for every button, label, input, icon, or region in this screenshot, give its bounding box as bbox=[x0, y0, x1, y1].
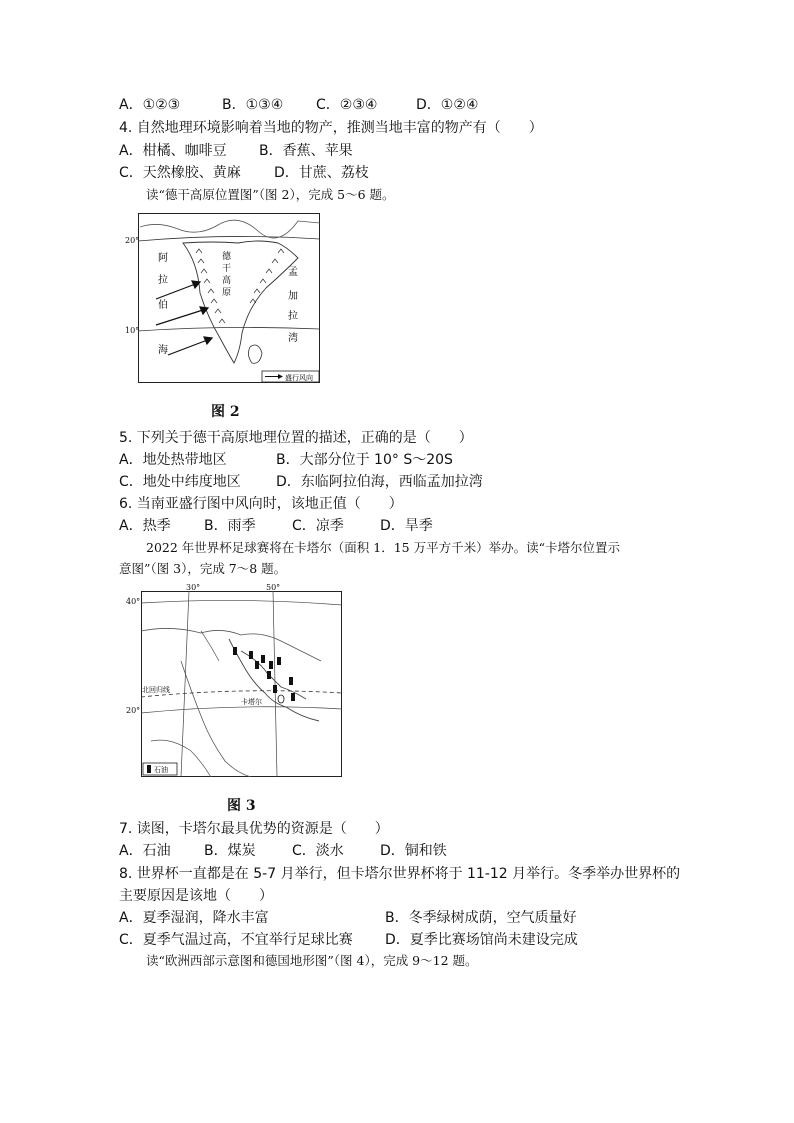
q4-stem: 4. 自然地理环境影响着当地的物产，推测当地丰富的物产有（ ） bbox=[119, 120, 543, 136]
q6-option-c: C．凉季 bbox=[292, 518, 344, 534]
fig3-intro-line2: 意图”（图 3），完成 7～8 题。 bbox=[119, 561, 287, 576]
q8-options-row2 bbox=[119, 930, 578, 950]
bay-label-1: 孟 bbox=[288, 267, 298, 278]
q3-option-a: A．①②③ bbox=[119, 97, 181, 113]
q4-options-row2 bbox=[119, 163, 369, 183]
arabian-sea-label-3: 伯 bbox=[158, 300, 168, 311]
q8-option-c: C．夏季气温过高，不宜举行足球比赛 bbox=[119, 932, 353, 948]
q5-options-row2 bbox=[119, 472, 483, 492]
oil-icon bbox=[269, 661, 273, 669]
fig3-lon-30-label: 30° bbox=[186, 583, 201, 592]
q4-option-c: C．天然橡胶、黄麻 bbox=[119, 165, 241, 181]
fig2-caption: 图 2 bbox=[211, 404, 240, 420]
arabian-sea-label-4: 海 bbox=[158, 345, 168, 356]
arabian-sea-label-2: 拉 bbox=[158, 275, 168, 286]
arabian-sea-label-1: 阿 bbox=[158, 253, 168, 264]
plateau-label-3: 高 bbox=[222, 276, 232, 286]
qatar-label: 卡塔尔 bbox=[241, 698, 262, 706]
oil-icon bbox=[249, 651, 253, 659]
q7-option-d: D．铜和铁 bbox=[380, 843, 447, 859]
oil-icon bbox=[277, 657, 281, 665]
q8-options-row1 bbox=[119, 908, 577, 928]
q6-stem: 6. 当南亚盛行图中风向时，该地正值（ ） bbox=[119, 496, 403, 512]
q3-option-d: D．①②④ bbox=[416, 97, 479, 113]
bay-label-3: 拉 bbox=[288, 311, 298, 322]
q6-options bbox=[119, 516, 433, 536]
fig2-lat-20-label: 20° bbox=[125, 236, 140, 245]
oil-icon bbox=[291, 693, 295, 701]
fig3-lat-20-label: 20° bbox=[126, 706, 141, 715]
q7-options bbox=[119, 841, 447, 861]
fig3-lat-40-label: 40° bbox=[126, 597, 141, 606]
q6-option-b: B．雨季 bbox=[204, 518, 256, 534]
q5-option-d: D．东临阿拉伯海，西临孟加拉湾 bbox=[276, 474, 483, 490]
q5-stem: 5. 下列关于德干高原地理位置的描述，正确的是（ ） bbox=[119, 430, 473, 446]
plateau-label-2: 干 bbox=[222, 264, 232, 274]
q7-stem: 7. 读图，卡塔尔最具优势的资源是（ ） bbox=[119, 821, 389, 837]
oil-icon bbox=[289, 677, 293, 685]
fig3-intro-line1: 2022 年世界杯足球赛将在卡塔尔（面积 1．15 万平方千米）举办。读“卡塔尔位置示 bbox=[146, 540, 620, 555]
fig2-legend-label: 盛行风向 bbox=[285, 374, 313, 382]
plateau-label-4: 原 bbox=[222, 288, 232, 298]
legend-oil-icon bbox=[147, 765, 151, 773]
fig3-lon-50-label: 50° bbox=[266, 583, 281, 592]
qatar-location-map bbox=[141, 591, 342, 777]
q8-option-d: D．夏季比赛场馆尚未建设完成 bbox=[385, 932, 578, 948]
q3-option-c: C．②③④ bbox=[316, 97, 378, 113]
bay-label-2: 加 bbox=[288, 291, 298, 302]
q3-option-b: B．①③④ bbox=[222, 97, 284, 113]
q5-option-a: A．地处热带地区 bbox=[119, 452, 227, 468]
fig3-legend-label: 石油 bbox=[154, 766, 168, 774]
q4-option-d: D．甘蔗、荔枝 bbox=[274, 165, 369, 181]
bay-label-4: 湾 bbox=[288, 333, 298, 344]
q8-stem-line2: 主要原因是该地（ ） bbox=[119, 888, 273, 904]
oil-icon bbox=[255, 661, 259, 669]
q7-option-a: A．石油 bbox=[119, 843, 171, 859]
q4-option-a: A．柑橘、咖啡豆 bbox=[119, 143, 227, 159]
tropic-label: 北回归线 bbox=[142, 686, 170, 694]
q8-option-a: A．夏季湿润，降水丰富 bbox=[119, 910, 269, 926]
fig3-caption: 图 3 bbox=[227, 798, 256, 814]
q7-option-c: C．淡水 bbox=[292, 843, 344, 859]
fig2-lat-10-label: 10° bbox=[125, 326, 140, 335]
q5-options-row1 bbox=[119, 450, 453, 470]
q8-option-b: B．冬季绿树成荫，空气质量好 bbox=[385, 910, 577, 926]
fig4-intro: 读“欧洲西部示意图和德国地形图”（图 4），完成 9～12 题。 bbox=[146, 953, 478, 968]
oil-icon bbox=[267, 671, 271, 679]
oil-icon bbox=[233, 647, 237, 655]
deccan-plateau-map bbox=[138, 213, 320, 383]
q4-option-b: B．香蕉、苹果 bbox=[259, 143, 353, 159]
q6-option-d: D．旱季 bbox=[380, 518, 433, 534]
q5-option-b: B．大部分位于 10° S～20S bbox=[276, 452, 453, 468]
qatar-marker bbox=[278, 695, 284, 703]
oil-icon bbox=[273, 685, 277, 693]
q5-option-c: C．地处中纬度地区 bbox=[119, 474, 241, 490]
q4-options-row1 bbox=[119, 141, 353, 161]
plateau-label-1: 德 bbox=[222, 252, 232, 262]
q6-option-a: A．热季 bbox=[119, 518, 171, 534]
fig2-intro: 读“德干高原位置图”（图 2），完成 5～6 题。 bbox=[146, 187, 395, 202]
q3-options bbox=[119, 95, 478, 115]
oil-icon bbox=[261, 655, 265, 663]
q8-stem-line1: 8. 世界杯一直都是在 5-7 月举行，但卡塔尔世界杯将于 11-12 月举行。冬季举办世界杯的 bbox=[119, 866, 681, 882]
q7-option-b: B．煤炭 bbox=[204, 843, 256, 859]
